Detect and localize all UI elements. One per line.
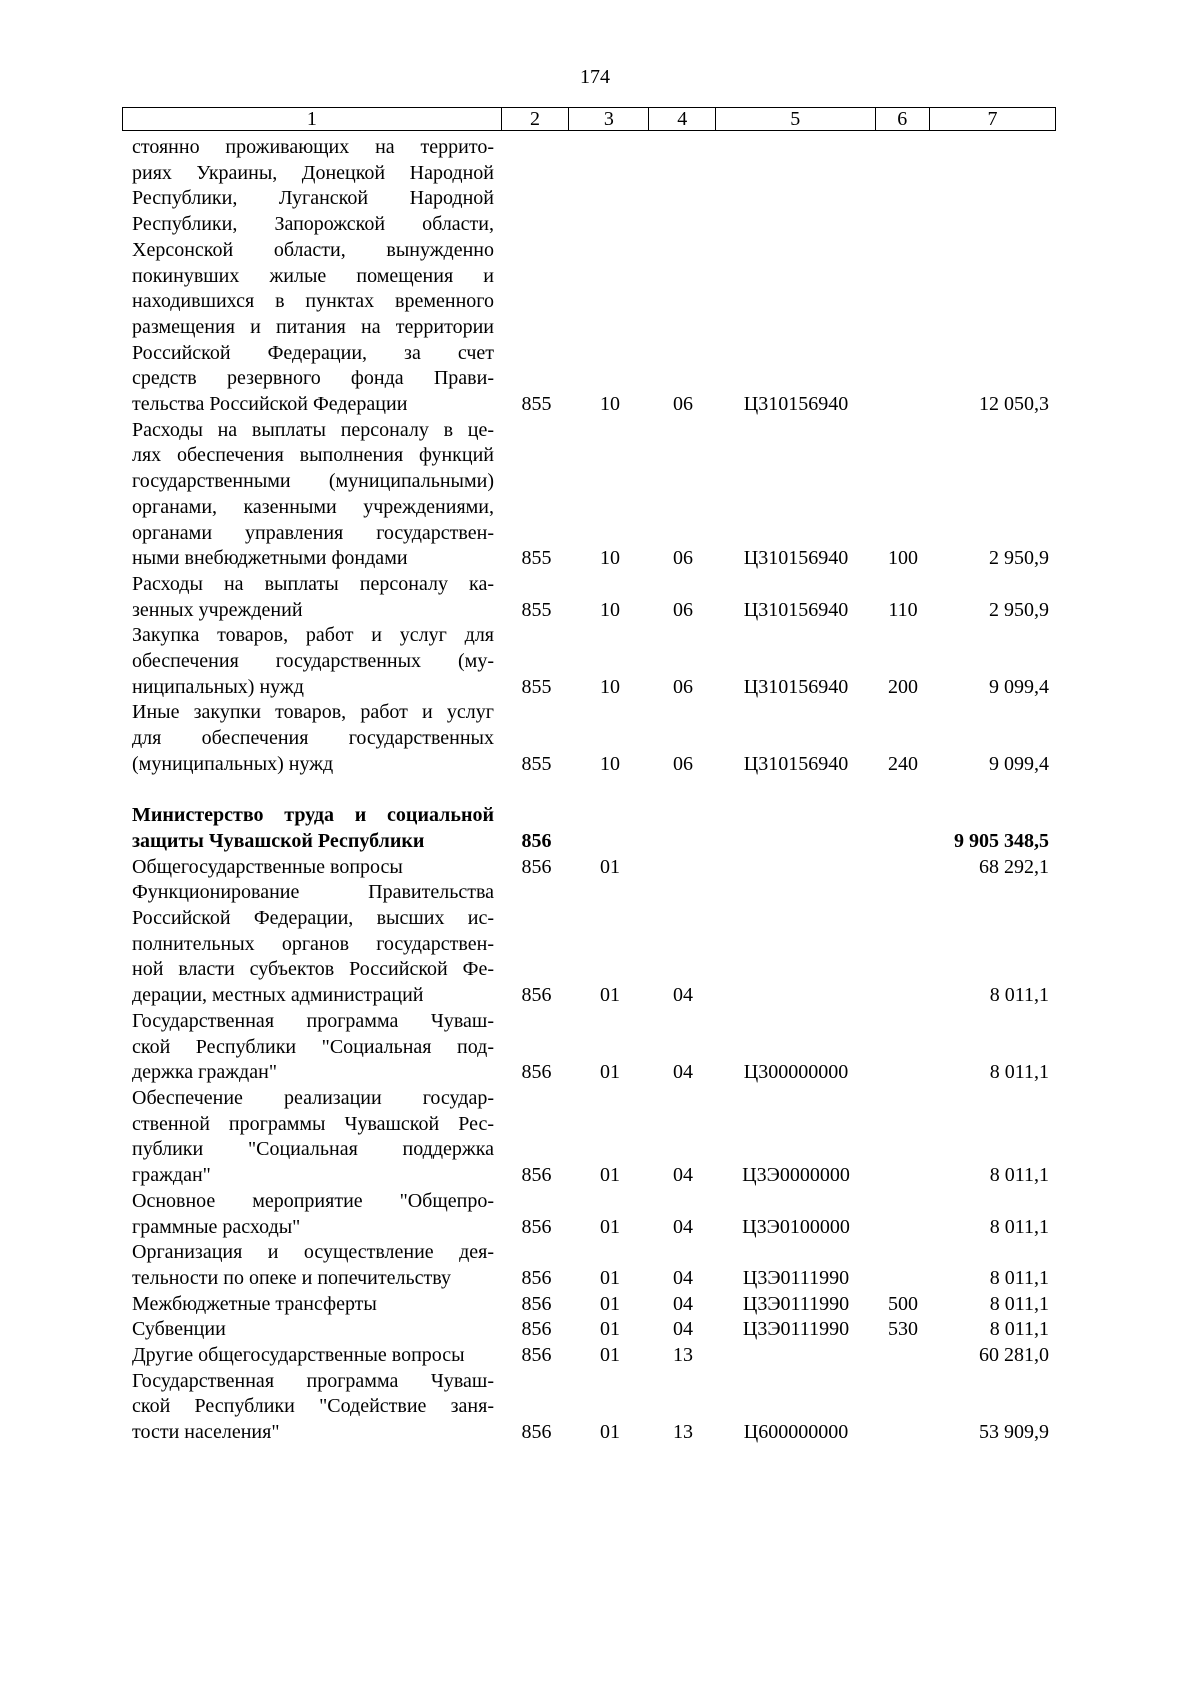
cell-c6: 100 [888, 547, 918, 570]
cell-c7: 8 011,1 [989, 1292, 1049, 1315]
header-col-1: 1 [306, 108, 317, 130]
description-line: для обеспечения государственных [132, 727, 494, 750]
cell-c7: 8 011,1 [989, 984, 1049, 1007]
cell-c2: 856 [521, 984, 552, 1007]
cell-c2: 856 [521, 1421, 552, 1444]
description-line: размещения и питания на территории [132, 315, 494, 338]
cell-c7: 2 950,9 [989, 598, 1049, 621]
row-description [122, 135, 503, 418]
description-line: средств резервного фонда Прави- [132, 367, 494, 390]
table-row [122, 803, 1056, 854]
cell-c7: 2 950,9 [989, 547, 1049, 570]
description-line: Организация и осуществление дея- [132, 1241, 494, 1264]
row-description [122, 803, 503, 854]
cell-c3: 10 [600, 547, 620, 570]
table-row [122, 1369, 1056, 1446]
cell-c2: 856 [521, 1061, 552, 1084]
description-line: ниципальных) нужд [132, 675, 304, 698]
row-spacer [122, 778, 1056, 804]
table-row [122, 855, 1056, 881]
cell-c3: 01 [600, 1421, 620, 1444]
header-col-7: 7 [929, 108, 1055, 130]
cell-c7: 60 281,0 [979, 1344, 1049, 1367]
cell-c5: Ц3Э0000000 [742, 1164, 850, 1187]
cell-c5: Ц3Э0111990 [742, 1266, 850, 1289]
description-line: ными внебюджетными фондами [132, 547, 408, 570]
header-col-3: 3 [568, 108, 648, 130]
cell-c2: 855 [521, 675, 552, 698]
description-line: зенных учреждений [132, 598, 303, 621]
table-body [122, 131, 1056, 1446]
description-line: Республики, Луганской Народной [132, 187, 494, 210]
cell-c4: 04 [673, 1318, 693, 1341]
cell-c4: 13 [673, 1344, 693, 1367]
row-description [122, 1369, 503, 1446]
cell-c3: 01 [600, 1344, 620, 1367]
description-line: Расходы на выплаты персоналу ка- [132, 572, 494, 595]
row-description [122, 1292, 503, 1318]
cell-c4: 06 [673, 752, 693, 775]
table-row [122, 700, 1056, 777]
description-line: лях обеспечения выполнения функций [132, 444, 494, 467]
cell-c3: 01 [600, 984, 620, 1007]
header-col-4: 4 [648, 108, 714, 130]
cell-c5: Ц310156940 [743, 598, 849, 621]
cell-c3: 01 [600, 1318, 620, 1341]
description-line: Херсонской области, вынужденно [132, 238, 494, 261]
description-line: органами, казенными учреждениями, [132, 495, 494, 518]
row-description [122, 1009, 503, 1086]
table-row [122, 418, 1056, 572]
cell-c7: 9 099,4 [989, 752, 1049, 775]
cell-c4: 06 [673, 675, 693, 698]
table-row [122, 1009, 1056, 1086]
description-line: Межбюджетные трансферты [132, 1292, 377, 1315]
budget-table [122, 107, 1056, 1446]
cell-c4: 04 [673, 1215, 693, 1238]
cell-c7: 8 011,1 [989, 1215, 1049, 1238]
cell-c7: 12 050,3 [979, 393, 1049, 416]
cell-c6: 110 [888, 598, 918, 621]
cell-c3: 10 [600, 752, 620, 775]
cell-c2: 856 [521, 855, 552, 878]
description-line: Республики, Запорожской области, [132, 213, 494, 236]
cell-c2: 856 [521, 829, 552, 852]
description-line: (муниципальных) нужд [132, 752, 334, 775]
description-line: ской Республики "Социальная под- [132, 1035, 494, 1058]
cell-c5: Ц310156940 [743, 393, 849, 416]
description-line: ской Республики "Содействие заня- [132, 1395, 494, 1418]
row-description [122, 855, 503, 881]
row-description [122, 1189, 503, 1240]
page-number: 174 [580, 66, 610, 88]
description-line: Российской Федерации, высших ис- [132, 907, 494, 930]
description-line: Министерство труда и социальной [132, 804, 494, 827]
cell-c7: 9 905 348,5 [954, 829, 1049, 852]
row-description [122, 623, 503, 700]
table-row [122, 1317, 1056, 1343]
cell-c5: Ц300000000 [743, 1061, 849, 1084]
cell-c2: 855 [521, 393, 552, 416]
cell-c5: Ц310156940 [743, 752, 849, 775]
cell-c4: 04 [673, 1061, 693, 1084]
cell-c2: 856 [521, 1266, 552, 1289]
cell-c4: 13 [673, 1421, 693, 1444]
cell-c5: Ц310156940 [743, 675, 849, 698]
cell-c7: 8 011,1 [989, 1266, 1049, 1289]
description-line: держка граждан" [132, 1061, 277, 1084]
row-description [122, 1240, 503, 1291]
description-line: Государственная программа Чуваш- [132, 1369, 494, 1392]
cell-c4: 06 [673, 393, 693, 416]
cell-c7: 8 011,1 [989, 1318, 1049, 1341]
description-line: Субвенции [132, 1318, 226, 1341]
cell-c7: 8 011,1 [989, 1061, 1049, 1084]
cell-c2: 856 [521, 1215, 552, 1238]
description-line: тости населения" [132, 1421, 280, 1444]
cell-c5: Ц3Э0111990 [742, 1318, 850, 1341]
cell-c3: 01 [600, 1164, 620, 1187]
description-line: граммные расходы" [132, 1215, 301, 1238]
row-description [122, 1086, 503, 1189]
row-description [122, 572, 503, 623]
table-row [122, 135, 1056, 418]
table-header [122, 107, 1056, 131]
description-line: стоянно проживающих на террито- [132, 136, 494, 158]
description-line: Обеспечение реализации государ- [132, 1087, 494, 1109]
description-line: государственными (муниципальными) [132, 470, 494, 493]
cell-c3: 01 [600, 1061, 620, 1084]
row-description [122, 700, 503, 777]
table-row [122, 1189, 1056, 1240]
description-line: Общегосударственные вопросы [132, 855, 403, 878]
cell-c3: 10 [600, 598, 620, 621]
description-line: покинувших жилые помещения и [132, 264, 494, 287]
description-line: тельности по опеке и попечительству [132, 1266, 451, 1289]
header-col-6: 6 [875, 108, 930, 130]
row-description [122, 1317, 503, 1343]
cell-c7: 53 909,9 [979, 1421, 1049, 1444]
cell-c2: 856 [521, 1344, 552, 1367]
cell-c6: 200 [888, 675, 918, 698]
cell-c6: 240 [888, 752, 918, 775]
row-description [122, 418, 503, 572]
row-description [122, 880, 503, 1009]
table-row [122, 572, 1056, 623]
description-line: полнительных органов государствен- [132, 932, 494, 955]
row-description [122, 1343, 503, 1369]
description-line: тельства Российской Федерации [132, 393, 408, 416]
description-line: Закупка товаров, работ и услуг для [132, 624, 494, 647]
description-line: защиты Чувашской Республики [132, 829, 425, 852]
table-row [122, 1343, 1056, 1369]
description-line: Российской Федерации, за счет [132, 341, 494, 364]
description-line: публики "Социальная поддержка [132, 1138, 494, 1161]
description-line: обеспечения государственных (му- [132, 650, 494, 673]
cell-c5: Ц310156940 [743, 547, 849, 570]
cell-c3: 01 [600, 1292, 620, 1315]
cell-c4: 04 [673, 1266, 693, 1289]
description-line: граждан" [132, 1164, 211, 1187]
description-line: риях Украины, Донецкой Народной [132, 161, 494, 184]
table-row [122, 1292, 1056, 1318]
cell-c2: 856 [521, 1318, 552, 1341]
cell-c7: 68 292,1 [979, 855, 1049, 878]
description-line: находившихся в пунктах временного [132, 290, 494, 313]
cell-c2: 855 [521, 547, 552, 570]
cell-c5: Ц600000000 [743, 1421, 849, 1444]
table-row [122, 623, 1056, 700]
cell-c6: 530 [888, 1318, 918, 1341]
cell-c2: 856 [521, 1292, 552, 1315]
description-line: Иные закупки товаров, работ и услуг [132, 701, 494, 724]
cell-c4: 04 [673, 1164, 693, 1187]
table-row [122, 880, 1056, 1009]
description-line: дерации, местных администраций [132, 984, 424, 1007]
header-col-5: 5 [715, 108, 875, 130]
cell-c3: 10 [600, 675, 620, 698]
cell-c5: Ц3Э0100000 [742, 1215, 850, 1238]
description-line: Основное мероприятие "Общепро- [132, 1189, 494, 1212]
cell-c3: 10 [600, 393, 620, 416]
cell-c7: 9 099,4 [989, 675, 1049, 698]
description-line: органами управления государствен- [132, 521, 494, 544]
cell-c3: 01 [600, 1215, 620, 1238]
cell-c5: Ц3Э0111990 [742, 1292, 850, 1315]
table-row [122, 1240, 1056, 1291]
description-line: Другие общегосударственные вопросы [132, 1344, 465, 1367]
cell-c4: 06 [673, 547, 693, 570]
cell-c6: 500 [888, 1292, 918, 1315]
cell-c2: 855 [521, 752, 552, 775]
cell-c3: 01 [600, 855, 620, 878]
cell-c2: 855 [521, 598, 552, 621]
cell-c4: 06 [673, 598, 693, 621]
description-line: Функционирование Правительства [132, 881, 494, 904]
cell-c3: 01 [600, 1266, 620, 1289]
table-row [122, 1086, 1056, 1189]
cell-c2: 856 [521, 1164, 552, 1187]
description-line: Государственная программа Чуваш- [132, 1009, 494, 1032]
description-line: Расходы на выплаты персоналу в це- [132, 418, 494, 441]
header-col-2: 2 [501, 108, 568, 130]
cell-c7: 8 011,1 [989, 1164, 1049, 1187]
description-line: ной власти субъектов Российской Фе- [132, 958, 494, 981]
cell-c4: 04 [673, 1292, 693, 1315]
description-line: ственной программы Чувашской Рес- [132, 1112, 494, 1135]
cell-c4: 04 [673, 984, 693, 1007]
